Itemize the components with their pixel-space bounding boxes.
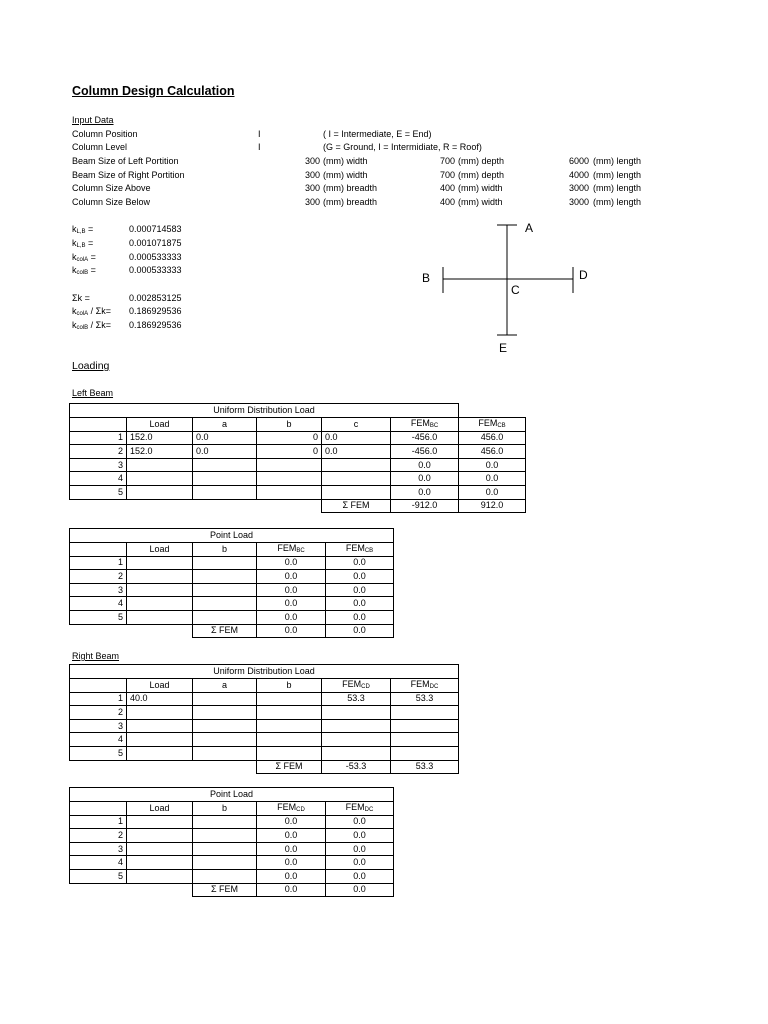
table-row: 3 <box>70 719 459 733</box>
size-label: Beam Size of Right Portition <box>72 170 185 180</box>
size-value: 400 <box>439 197 455 207</box>
table-header-row: Load b $FEM_{BC}$ $FEM_{CB}$ <box>70 542 394 556</box>
table-row: 4 <box>70 733 459 747</box>
stiffness-value: 0.000533333 <box>129 265 182 275</box>
size-value: 400 <box>439 183 455 193</box>
table-row: 2 <box>70 706 459 720</box>
page-title: Column Design Calculation <box>72 84 235 98</box>
point-caption: Point Load <box>70 788 394 802</box>
stiffness-label: $k_{colA}$ = <box>72 252 96 263</box>
left-beam-point-table <box>69 528 394 638</box>
sum-fem-label: Σ FEM <box>322 499 391 513</box>
col-header: $FEM_{CB}$ <box>459 417 526 431</box>
col-header: a <box>193 417 257 431</box>
stiffness-value: 0.000714583 <box>129 224 182 234</box>
ratio-label: $k_{colA} / \Sigma k=$ <box>72 306 111 317</box>
size-value: 300 <box>304 170 320 180</box>
size-label: Column Size Below <box>72 197 151 207</box>
size-value: 700 <box>439 156 455 166</box>
size-value: 300 <box>304 183 320 193</box>
table-row: 3 0.0 0.0 <box>70 458 526 472</box>
size-label: Beam Size of Left Portition <box>72 156 179 166</box>
udl-caption: Uniform Distribution Load <box>70 404 459 418</box>
sum-fem-label: Σ FEM <box>193 624 257 638</box>
stiffness-value: 0.000533333 <box>129 252 182 262</box>
size-unit: (mm) depth <box>458 170 505 180</box>
table-row: 2 0.0 0.0 <box>70 570 394 584</box>
size-unit: (mm) length <box>593 197 642 207</box>
table-total-row: Σ FEM 0.0 0.0 <box>70 883 394 897</box>
col-header: b <box>257 417 322 431</box>
column-position-note: ( I = Intermediate, E = End) <box>323 129 432 139</box>
sum-k-value: 0.002853125 <box>129 293 182 303</box>
size-unit: (mm) width <box>458 183 503 193</box>
table-row: 3 0.0 0.0 <box>70 583 394 597</box>
node-label-a: A <box>525 221 534 235</box>
column-level-note: (G = Ground, I = Intermidiate, R = Roof) <box>323 142 482 152</box>
table-row: 4 0.0 0.0 <box>70 472 526 486</box>
table-total-row: Σ FEM -912.0 912.0 <box>70 499 526 513</box>
stiffness-label: $k_{colB}$ = <box>72 265 96 276</box>
size-label: Column Size Above <box>72 183 151 193</box>
table-total-row: Σ FEM -53.3 53.3 <box>70 760 459 774</box>
size-unit: (mm) width <box>323 156 368 166</box>
point-caption: Point Load <box>70 529 394 543</box>
size-unit: (mm) length <box>593 183 642 193</box>
stiffness-label: $k_{L,B}$ = <box>72 238 94 249</box>
col-header: $FEM_{BC}$ <box>391 417 459 431</box>
size-value: 6000 <box>568 156 589 166</box>
size-value: 300 <box>304 197 320 207</box>
stiffness-label: $k_{L,B}$ = <box>72 224 94 235</box>
size-unit: (mm) depth <box>458 156 505 166</box>
column-level-label: Column Level <box>72 142 128 152</box>
column-position-value: I <box>258 129 261 139</box>
size-unit: (mm) width <box>458 197 503 207</box>
udl-caption: Uniform Distribution Load <box>70 665 459 679</box>
sum-k-label: Σk = <box>72 293 90 303</box>
sum-fem-label: Σ FEM <box>257 760 322 774</box>
table-row: 2 152.0 0.0 0 0.0 -456.0 456.0 <box>70 445 526 459</box>
node-label-e: E <box>499 341 508 355</box>
right-beam-point-table <box>69 787 394 897</box>
ratio-value: 0.186929536 <box>129 320 182 330</box>
table-header-row: Load b $FEM_{CD}$ $FEM_{DC}$ <box>70 801 394 815</box>
right-beam-heading: Right Beam <box>72 651 120 661</box>
stiffness-value: 0.001071875 <box>129 238 182 248</box>
node-label-b: B <box>422 271 431 285</box>
size-unit: (mm) breadth <box>323 183 378 193</box>
table-row: 1 40.0 53.3 53.3 <box>70 692 459 706</box>
table-row: 5 0.0 0.0 <box>70 869 394 883</box>
size-unit: (mm) length <box>593 170 642 180</box>
table-row: 1 0.0 0.0 <box>70 556 394 570</box>
right-beam-udl-table <box>69 664 459 774</box>
ratio-label: $k_{colB} / \Sigma k=$ <box>72 320 111 331</box>
joint-diagram <box>410 215 600 360</box>
size-value: 300 <box>304 156 320 166</box>
node-label-d: D <box>579 268 588 282</box>
table-header-row <box>70 417 526 431</box>
table-row: 4 0.0 0.0 <box>70 597 394 611</box>
size-value: 3000 <box>568 197 589 207</box>
col-header: Load <box>127 417 193 431</box>
size-value: 3000 <box>568 183 589 193</box>
loading-heading: Loading <box>72 360 110 372</box>
size-value: 4000 <box>568 170 589 180</box>
size-unit: (mm) width <box>323 170 368 180</box>
table-row: 5 <box>70 746 459 760</box>
table-row: 1 152.0 0.0 0 0.0 -456.0 456.0 <box>70 431 526 445</box>
table-row: 4 0.0 0.0 <box>70 856 394 870</box>
table-total-row: Σ FEM 0.0 0.0 <box>70 624 394 638</box>
table-row: 1 0.0 0.0 <box>70 815 394 829</box>
sum-fem-label: Σ FEM <box>193 883 257 897</box>
input-data-heading: Input Data <box>72 115 114 125</box>
left-beam-udl-table <box>69 403 526 513</box>
column-position-label: Column Position <box>72 129 138 139</box>
ratio-value: 0.186929536 <box>129 306 182 316</box>
column-level-value: I <box>258 142 261 152</box>
table-row: 5 0.0 0.0 <box>70 485 526 499</box>
size-unit: (mm) length <box>593 156 642 166</box>
table-row: 5 0.0 0.0 <box>70 610 394 624</box>
node-label-c: C <box>511 283 520 297</box>
table-header-row: Load a b $FEM_{CD}$ $FEM_{DC}$ <box>70 678 459 692</box>
col-header: c <box>322 417 391 431</box>
table-row: 3 0.0 0.0 <box>70 842 394 856</box>
size-value: 700 <box>439 170 455 180</box>
left-beam-heading: Left Beam <box>72 388 114 398</box>
table-row: 2 0.0 0.0 <box>70 829 394 843</box>
size-unit: (mm) breadth <box>323 197 378 207</box>
